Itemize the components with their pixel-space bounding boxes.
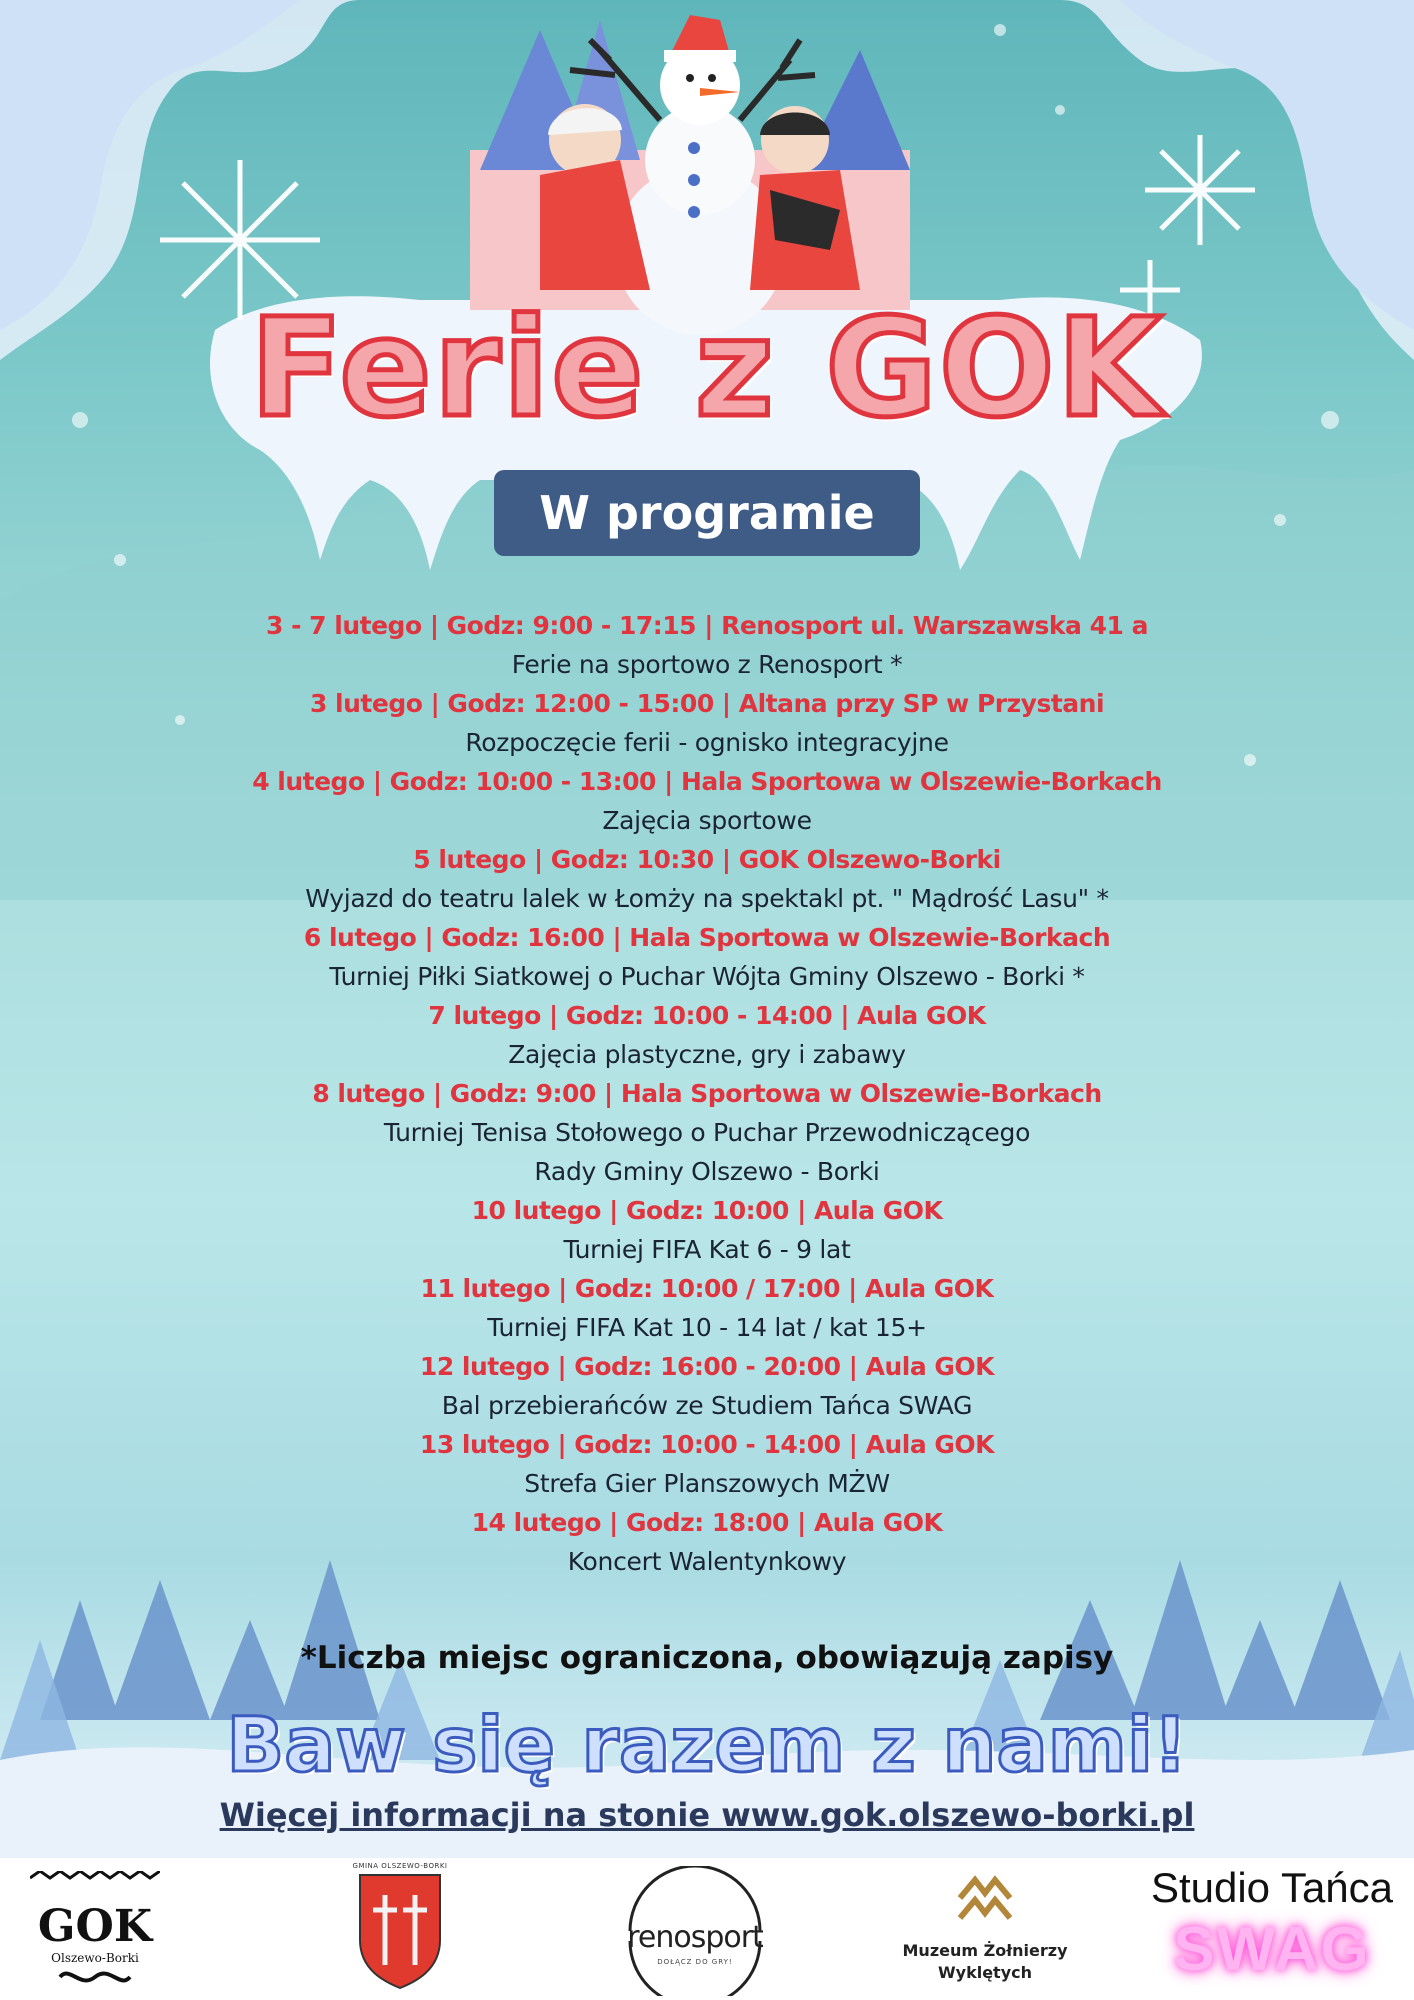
muzeum-name-line1: Muzeum Żołnierzy [902, 1941, 1068, 1960]
event-when: 10 lutego | Godz: 10:00 | Aula GOK [471, 1196, 943, 1225]
muzeum-chevron-icon [955, 1868, 1015, 1928]
renosport-logo [610, 1866, 780, 1996]
program-list [80, 606, 1334, 1581]
swag-studio-label: Studio Tańca [1150, 1864, 1394, 1911]
ornament-bottom-icon [50, 1965, 140, 1989]
event-when: 4 lutego | Godz: 10:00 - 13:00 | Hala Sportowa w Olszewie-Borkach [252, 767, 1162, 796]
swag-neon-label: SWAG [1173, 1915, 1371, 1984]
event-title: Koncert Walentynkowy [567, 1547, 847, 1576]
event-when: 3 lutego | Godz: 12:00 - 15:00 | Altana przy SP w Przystani [309, 689, 1105, 718]
event-when: 8 lutego | Godz: 9:00 | Hala Sportowa w Olszewie-Borkach [312, 1079, 1102, 1108]
event-title: Wyjazd do teatru lalek w Łomży na spektakl pt. " Mądrość Lasu" * [305, 884, 1109, 913]
event-title: Bal przebierańców ze Studiem Tańca SWAG [441, 1391, 973, 1420]
gok-logo-subtitle: Olszewo-Borki [51, 1951, 139, 1965]
event-title: Rady Gminy Olszewo - Borki [534, 1157, 880, 1186]
event-when: 13 lutego | Godz: 10:00 - 14:00 | Aula GOK [419, 1430, 995, 1459]
coat-of-arms-icon [355, 1870, 445, 1990]
muzeum-logo [890, 1868, 1080, 1998]
event-title: Zajęcia sportowe [602, 806, 812, 835]
event-when: 11 lutego | Godz: 10:00 / 17:00 | Aula GOK [420, 1274, 994, 1303]
event-title: Ferie na sportowo z Renosport * [511, 650, 903, 679]
renosport-name: renosport [627, 1920, 763, 1955]
event-title: Rozpoczęcie ferii - ognisko integracyjne [465, 728, 949, 757]
sponsor-footer [0, 1858, 1414, 2000]
event-when: 12 lutego | Godz: 16:00 - 20:00 | Aula GOK [419, 1352, 995, 1381]
slogan: Baw się razem z nami! [226, 1700, 1188, 1789]
muzeum-name-line2: Wyklętych [937, 1963, 1032, 1982]
event-when: 6 lutego | Godz: 16:00 | Hala Sportowa w Olszewie-Borkach [303, 923, 1111, 952]
event-title: Zajęcia plastyczne, gry i zabawy [508, 1040, 906, 1069]
event-when: 7 lutego | Godz: 10:00 - 14:00 | Aula GOK [428, 1001, 986, 1030]
event-title: Turniej Tenisa Stołowego o Puchar Przewodniczącego [383, 1118, 1031, 1147]
event-when: 14 lutego | Godz: 18:00 | Aula GOK [471, 1508, 943, 1537]
swag-logo [1130, 1860, 1414, 1998]
event-when: 5 lutego | Godz: 10:30 | GOK Olszewo-Borki [413, 845, 1001, 874]
gmina-caption: GMINA OLSZEWO-BORKI [352, 1862, 448, 1870]
gok-logo [30, 1870, 160, 1995]
ornament-icon [30, 1871, 160, 1885]
registration-note: *Liczba miejsc ograniczona, obowiązują zapisy [300, 1640, 1114, 1676]
program-badge: W programie [494, 470, 920, 556]
event-title: Turniej FIFA Kat 10 - 14 lat / kat 15+ [487, 1313, 927, 1342]
event-title: Turniej FIFA Kat 6 - 9 lat [563, 1235, 851, 1264]
renosport-tagline: DOŁĄCZ DO GRY! [657, 1958, 733, 1966]
event-title: Strefa Gier Planszowych MŻW [524, 1469, 890, 1498]
page-title: Ferie z GOK [249, 290, 1165, 448]
more-info-link[interactable]: Więcej informacji na stonie www.gok.olszewo-borki.pl [219, 1796, 1195, 1834]
gmina-logo [335, 1862, 465, 1996]
gok-logo-title: GOK [37, 1901, 153, 1952]
event-when: 3 - 7 lutego | Godz: 9:00 - 17:15 | Renosport ul. Warszawska 41 a [266, 611, 1148, 640]
event-title: Turniej Piłki Siatkowej o Puchar Wójta Gminy Olszewo - Borki * [329, 962, 1085, 991]
